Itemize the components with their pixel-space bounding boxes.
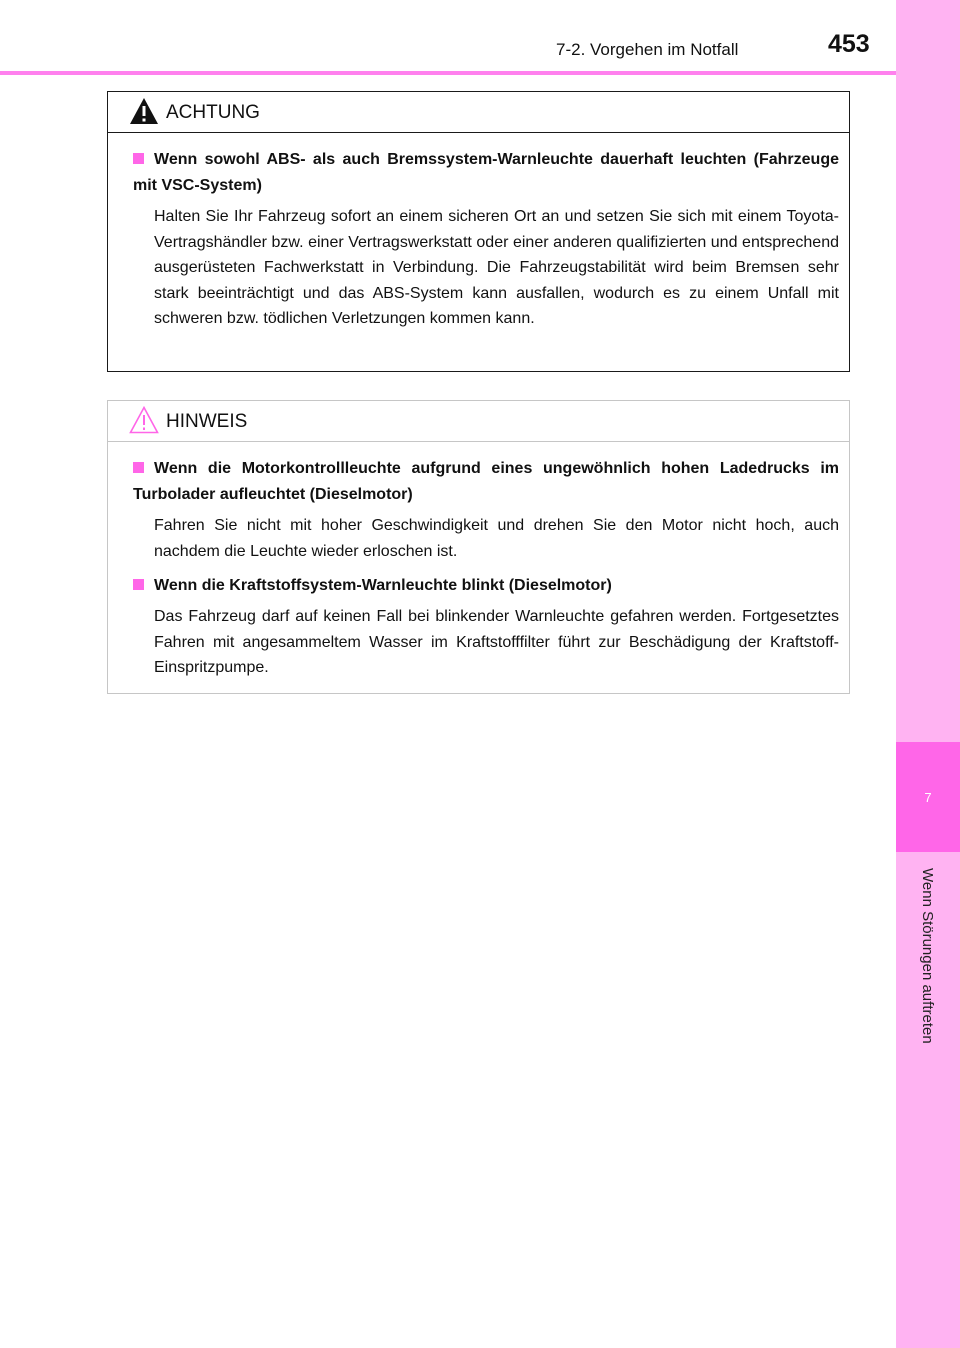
- chapter-title-vertical: Wenn Störungen auftreten: [919, 868, 936, 1044]
- chapter-number-box: [896, 742, 960, 852]
- achtung-header: [108, 92, 849, 133]
- hinweis-item: [130, 456, 839, 564]
- warning-triangle-outline-icon: [128, 405, 160, 441]
- achtung-body: [108, 133, 849, 332]
- achtung-item-text: Halten Sie Ihr Fahrzeug sofort an einem sicheren Ort an und setzen Sie sich mit einem Toyota-Vertragshändler bzw. einer Vertragswerkstatt oder einer anderen qualifizierten und entsprechend ausgerüsteten Fachwerkstatt in Verbindung. Die Fahrzeugstabilität wird beim Bremsen sehr stark beeinträchtigt und das ABS-System kann ausfallen, wodurch es zu einem Unfall mit schweren bzw. tödlichen Verletzungen kommen kann.: [154, 208, 839, 327]
- hinweis-item-title: Wenn die Motorkontrollleuchte aufgrund eines ungewöhnlich hohen Ladedrucks im Turbolader aufleuchtet (Dieselmotor): [133, 460, 839, 503]
- page-number: 453: [828, 30, 870, 58]
- chapter-number: 7: [924, 789, 932, 805]
- bullet-square-icon: [133, 153, 144, 164]
- achtung-item: [130, 147, 839, 332]
- hinweis-box: [107, 400, 850, 694]
- achtung-item-title: Wenn sowohl ABS- als auch Bremssystem-Warnleuchte dauerhaft leuchten (Fahrzeuge mit VSC-System): [133, 151, 839, 194]
- hinweis-title: HINWEIS: [166, 411, 248, 432]
- bullet-square-icon: [133, 579, 144, 590]
- hinweis-item-title: Wenn die Kraftstoffsystem-Warnleuchte blinkt (Dieselmotor): [154, 577, 612, 594]
- achtung-box: [107, 91, 850, 372]
- warning-triangle-filled-icon: [128, 96, 160, 132]
- hinweis-item-text: Das Fahrzeug darf auf keinen Fall bei blinkender Warnleuchte gefahren werden. Fortgesetztes Fahren mit angesammeltem Wasser im Kraftstofffilter führt zur Beschädigung der Kraftstoff-Einspritzpumpe.: [154, 608, 839, 676]
- hinweis-item: [130, 573, 839, 681]
- hinweis-item-text: Fahren Sie nicht mit hoher Geschwindigkeit und drehen Sie den Motor nicht hoch, auch nachdem die Leuchte wieder erloschen ist.: [154, 517, 839, 560]
- bullet-square-icon: [133, 462, 144, 473]
- hinweis-header: [108, 401, 849, 442]
- hinweis-body: [108, 442, 849, 681]
- header-rule: [0, 71, 896, 75]
- section-title: 7-2. Vorgehen im Notfall: [556, 40, 739, 59]
- chapter-side-tab: [896, 0, 960, 1348]
- achtung-title: ACHTUNG: [166, 102, 260, 123]
